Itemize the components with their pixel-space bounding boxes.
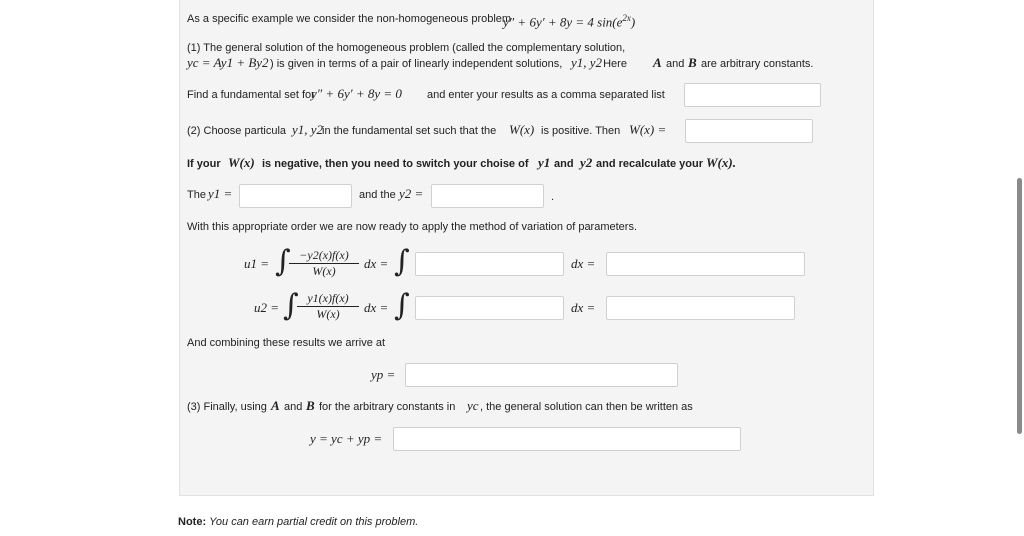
assign-y2-eq: y2 = <box>399 186 424 201</box>
u1-integral-sign-2: ∫ <box>394 244 410 279</box>
part1-line2c: are arbitrary constants. <box>701 58 814 70</box>
u2-label: u2 = <box>254 300 280 315</box>
fundamental-set-input[interactable] <box>684 83 821 107</box>
warning-b: is negative, then you need to switch your choise of <box>262 158 529 170</box>
u2-dx-eq: dx = <box>364 300 389 315</box>
assign-y1-eq: y1 = <box>208 186 233 201</box>
part2-w: W(x) <box>509 122 535 137</box>
part2-text-a: (2) Choose particula <box>187 125 287 137</box>
intro-equation <box>503 11 635 29</box>
part2-text-c: is positive. Then <box>541 125 621 137</box>
warning-w2: W(x). <box>706 155 736 170</box>
part3-a: (3) Finally, using <box>187 401 267 413</box>
u2-numerator: y1(x)f(x) <box>297 292 359 307</box>
note-text: You can earn partial credit on this problem. <box>209 516 419 528</box>
u1-dx-eq-2: dx = <box>571 256 596 271</box>
wronskian-input[interactable] <box>685 119 813 143</box>
part1-line1: (1) The general solution of the homogeneous problem (called the complementary solution, <box>187 42 626 54</box>
note-label: Note: <box>178 516 207 528</box>
u2-dx-eq-2: dx = <box>571 300 596 315</box>
warning-c: and recalculate your <box>596 158 703 170</box>
u1-result-input[interactable] <box>606 252 805 276</box>
part3-c: , the general solution can then be written as <box>480 401 693 413</box>
u2-integral-sign-2: ∫ <box>394 288 410 323</box>
u1-denominator: W(x) <box>312 264 336 278</box>
part1-y-pair: y1, y2 <box>571 55 603 70</box>
warning-w: W(x) <box>228 155 255 170</box>
assign-and-the: and the <box>359 189 396 201</box>
part3-constant-a: A <box>271 398 280 413</box>
u1-dx-eq: dx = <box>364 256 389 271</box>
assign-the: The <box>187 189 206 201</box>
u2-result-input[interactable] <box>606 296 795 320</box>
homogeneous-equation: y″ + 6y′ + 8y = 0 <box>311 86 402 101</box>
part2-text-b: in the fundamental set such that the <box>322 125 497 137</box>
page-scrollbar[interactable] <box>1017 178 1022 434</box>
u1-integrand-input[interactable] <box>415 252 564 276</box>
u1-numerator: −y2(x)f(x) <box>289 249 359 264</box>
part1-line2b: . Here <box>597 58 627 70</box>
part3-b: for the arbitrary constants in <box>319 401 456 413</box>
warning-y1: y1 <box>538 155 551 170</box>
warning-and: and <box>554 158 574 170</box>
u1-fraction <box>289 249 359 278</box>
part3-and: and <box>284 401 303 413</box>
u2-fraction <box>297 292 359 321</box>
u2-denominator: W(x) <box>316 307 340 321</box>
general-solution-eq: y = yc + yp = <box>310 431 383 446</box>
intro-equation-close: ) <box>630 14 636 30</box>
part2-y-pair: y1, y2 <box>292 122 324 137</box>
warning-y2: y2 <box>580 155 593 170</box>
u1-integral-sign: ∫ <box>275 244 291 279</box>
u2-integrand-input[interactable] <box>415 296 564 320</box>
partial-credit-note <box>178 516 418 528</box>
u1-label: u1 = <box>244 256 270 271</box>
general-solution-input[interactable] <box>393 427 741 451</box>
yp-eq: yp = <box>371 367 396 382</box>
find-text-b: and enter your results as a comma separated list <box>427 89 665 101</box>
part3-yc: yc <box>467 398 479 413</box>
u2-integral-sign: ∫ <box>283 288 299 323</box>
intro-equation-exponent: 2x <box>622 13 631 23</box>
intro-text: As a specific example we consider the non-homogeneous problem <box>187 13 512 25</box>
constant-a: A <box>653 55 662 70</box>
part1-and: and <box>666 58 685 70</box>
warning-a: If your <box>187 158 221 170</box>
variation-text: With this appropriate order we are now ready to apply the method of variation of parameters. <box>187 221 638 233</box>
yp-input[interactable] <box>405 363 678 387</box>
assign-period: . <box>551 191 555 203</box>
intro-equation-main: y″ + 6y′ + 8y = 4 sin(e <box>503 14 623 30</box>
constant-b: B <box>688 55 697 70</box>
part3-constant-b: B <box>306 398 315 413</box>
find-text-a: Find a fundamental set for <box>187 89 315 101</box>
y1-input[interactable] <box>239 184 352 208</box>
y2-input[interactable] <box>431 184 544 208</box>
part1-line2a: ) is given in terms of a pair of linearly independent solutions, <box>270 58 563 70</box>
yc-formula: yc = Ay1 + By2 <box>187 55 269 70</box>
combine-text: And combining these results we arrive at <box>187 337 386 349</box>
part2-w-eq: W(x) = <box>629 122 667 137</box>
